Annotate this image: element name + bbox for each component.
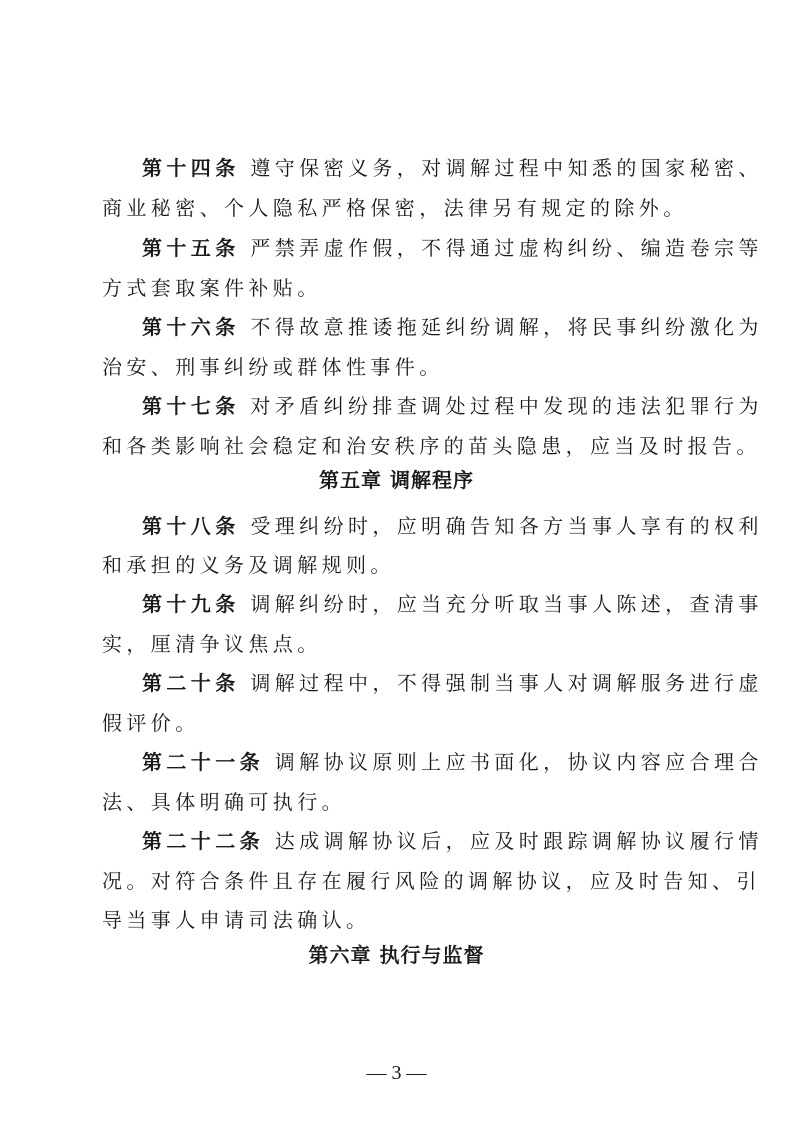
article-16-text: 不得故意推诿拖延纠纷调解，将民事纠纷激化为	[250, 315, 763, 339]
article-17-label: 第十七条	[142, 394, 240, 418]
article-21-text: 调解协议原则上应书面化，协议内容应合理合	[274, 750, 763, 774]
article-19-line-1	[142, 590, 763, 618]
article-22-text: 达成调解协议后，应及时跟踪调解协议履行情	[274, 829, 763, 853]
chapter-six-heading: 第六章 执行与监督	[308, 943, 485, 967]
article-14-line-1	[142, 154, 763, 182]
article-18-label: 第十八条	[142, 514, 240, 538]
article-18-line-1	[142, 512, 763, 540]
page-number: — 3 —	[366, 1062, 427, 1084]
article-20-line-1	[142, 669, 763, 697]
article-22-line-2: 况。对符合条件且存在履行风险的调解协议，应及时告知、引	[102, 869, 761, 893]
article-21-line-1	[142, 748, 763, 776]
article-19-label: 第十九条	[142, 592, 240, 616]
article-16-line-2: 治安、刑事纠纷或群体性事件。	[102, 355, 444, 379]
article-21-label: 第二十一条	[142, 750, 264, 774]
article-20-label: 第二十条	[142, 671, 240, 695]
article-18-line-2: 和承担的义务及调解规则。	[102, 553, 395, 577]
article-17-text: 对矛盾纠纷排查调处过程中发现的违法犯罪行为	[250, 394, 763, 418]
article-22-label: 第二十二条	[142, 829, 264, 853]
article-22-line-1	[142, 827, 763, 855]
article-15-line-2: 方式套取案件补贴。	[102, 276, 322, 300]
article-14-text: 遵守保密义务，对调解过程中知悉的国家秘密、	[250, 156, 763, 180]
article-15-line-1	[142, 234, 763, 262]
article-16-label: 第十六条	[142, 315, 240, 339]
chapter-five-heading: 第五章 调解程序	[319, 468, 474, 492]
article-22-line-3: 导当事人申请司法确认。	[102, 908, 371, 932]
article-15-text: 严禁弄虚作假，不得通过虚构纠纷、编造卷宗等	[250, 236, 763, 260]
article-17-line-1	[142, 392, 763, 420]
article-20-text: 调解过程中，不得强制当事人对调解服务进行虚	[250, 671, 763, 695]
article-16-line-1	[142, 313, 763, 341]
article-21-line-2: 法、具体明确可执行。	[102, 790, 346, 814]
article-14-line-2: 商业秘密、个人隐私严格保密，法律另有规定的除外。	[102, 196, 688, 220]
article-19-line-2: 实，厘清争议焦点。	[102, 632, 322, 656]
article-17-line-2: 和各类影响社会稳定和治安秩序的苗头隐患，应当及时报告。	[102, 434, 761, 458]
article-15-label: 第十五条	[142, 236, 240, 260]
article-18-text: 受理纠纷时，应明确告知各方当事人享有的权利	[250, 514, 763, 538]
article-20-line-2: 假评价。	[102, 711, 200, 735]
article-14-label: 第十四条	[142, 156, 240, 180]
article-19-text: 调解纠纷时，应当充分听取当事人陈述，查清事	[250, 592, 763, 616]
